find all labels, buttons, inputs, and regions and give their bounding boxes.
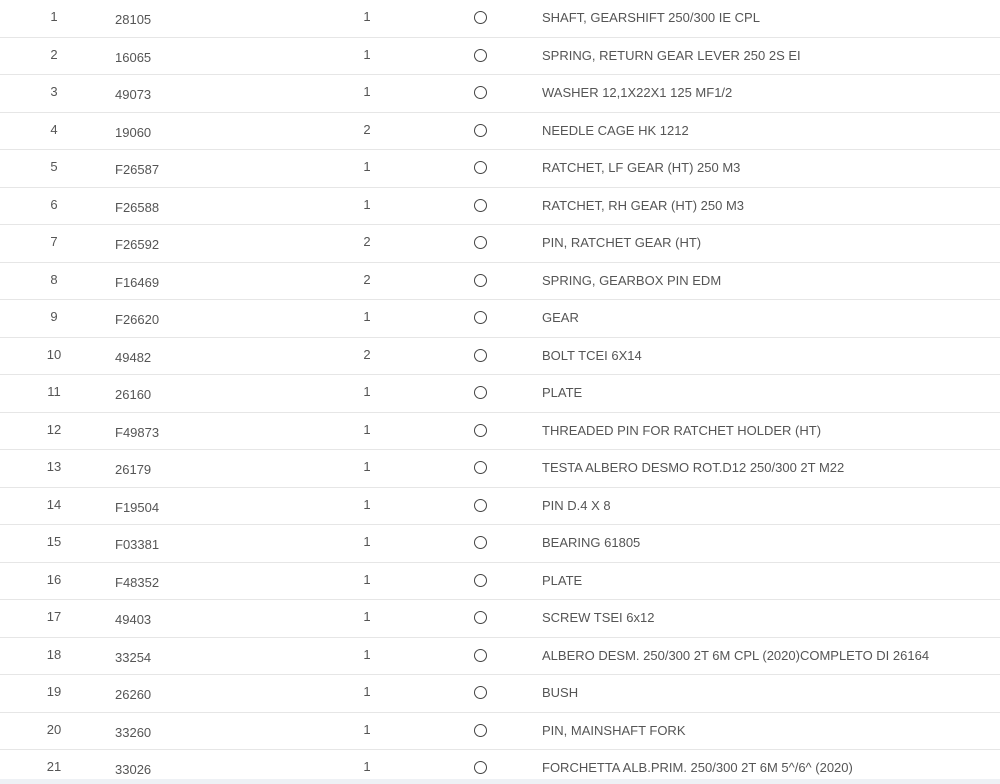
radio-circle-icon[interactable]: [474, 274, 487, 287]
part-description: TESTA ALBERO DESMO ROT.D12 250/300 2T M22: [542, 460, 845, 475]
table-row: [0, 150, 1000, 188]
table-footer-strip: [0, 779, 1000, 784]
radio-circle-icon[interactable]: [474, 574, 487, 587]
part-description: BOLT TCEI 6X14: [542, 347, 642, 363]
table-row: [0, 413, 1000, 451]
radio-circle-icon[interactable]: [474, 11, 487, 24]
position-number: 17: [46, 609, 62, 624]
part-description: SPRING, RETURN GEAR LEVER 250 2S EI: [542, 47, 801, 63]
table-row: [0, 188, 1000, 226]
quantity: 1: [363, 759, 371, 774]
table-row: [0, 600, 1000, 638]
part-description: THREADED PIN FOR RATCHET HOLDER (HT): [542, 422, 822, 438]
table-row: [0, 338, 1000, 376]
quantity: 1: [363, 159, 371, 174]
radio-circle-icon[interactable]: [474, 199, 487, 212]
radio-circle-icon[interactable]: [474, 386, 487, 399]
radio-circle-icon[interactable]: [474, 86, 487, 99]
part-code: F03381: [115, 537, 160, 552]
table-row: [0, 488, 1000, 526]
part-description: PLATE: [542, 572, 583, 588]
position-number: 13: [46, 459, 62, 474]
table-row: [0, 713, 1000, 751]
position-number: 14: [46, 496, 62, 512]
part-code: F26588: [115, 199, 160, 215]
quantity: 1: [363, 609, 371, 624]
radio-circle-icon[interactable]: [474, 424, 487, 437]
table-row: [0, 75, 1000, 113]
table-row: [0, 38, 1000, 76]
quantity: 1: [363, 459, 371, 474]
quantity: 2: [363, 121, 371, 137]
part-description: RATCHET, LF GEAR (HT) 250 M3: [542, 160, 741, 175]
part-description: BUSH: [542, 685, 579, 700]
radio-circle-icon[interactable]: [474, 611, 487, 624]
table-row: [0, 675, 1000, 713]
part-code: F26592: [115, 237, 160, 252]
part-description: PIN, RATCHET GEAR (HT): [542, 235, 702, 250]
position-number: 3: [50, 84, 58, 99]
part-code: 16065: [115, 49, 152, 65]
table-row: [0, 450, 1000, 488]
quantity: 1: [363, 496, 371, 512]
part-description: SCREW TSEI 6x12: [542, 610, 655, 625]
quantity: 1: [363, 309, 371, 324]
quantity: 2: [363, 234, 371, 249]
position-number: 15: [46, 534, 62, 549]
part-code: F19504: [115, 499, 160, 515]
position-number: 4: [50, 121, 58, 137]
position-number: 16: [46, 571, 62, 587]
part-code: 33254: [115, 649, 152, 665]
part-code: F26620: [115, 312, 160, 327]
part-description: SHAFT, GEARSHIFT 250/300 IE CPL: [542, 10, 760, 25]
position-number: 11: [47, 384, 61, 399]
part-code: 49403: [115, 612, 152, 627]
radio-circle-icon[interactable]: [474, 311, 487, 324]
quantity: 1: [363, 646, 371, 662]
part-code: F48352: [115, 574, 160, 590]
quantity: 1: [363, 721, 371, 737]
part-code: 33260: [115, 724, 152, 740]
radio-circle-icon[interactable]: [474, 124, 487, 137]
part-code: F16469: [115, 274, 160, 290]
quantity: 1: [363, 534, 371, 549]
radio-circle-icon[interactable]: [474, 49, 487, 62]
table-row: [0, 525, 1000, 563]
quantity: 1: [363, 196, 371, 212]
table-row: [0, 300, 1000, 338]
part-code: 33026: [115, 762, 152, 777]
part-description: ALBERO DESM. 250/300 2T 6M CPL (2020)COMPLETO DI 26164: [542, 647, 930, 663]
position-number: 10: [46, 346, 62, 362]
part-code: 28105: [115, 12, 152, 27]
part-code: 19060: [115, 124, 152, 140]
quantity: 1: [363, 571, 371, 587]
part-description: BEARING 61805: [542, 535, 641, 550]
position-number: 21: [46, 759, 62, 774]
radio-circle-icon[interactable]: [474, 461, 487, 474]
table-row: [0, 113, 1000, 151]
radio-circle-icon[interactable]: [474, 724, 487, 737]
quantity: 1: [363, 84, 371, 99]
part-code: 49073: [115, 87, 152, 102]
position-number: 9: [50, 309, 58, 324]
part-description: FORCHETTA ALB.PRIM. 250/300 2T 6M 5^/6^ (2020): [542, 760, 853, 775]
part-description: NEEDLE CAGE HK 1212: [542, 122, 689, 138]
quantity: 1: [363, 684, 371, 699]
position-number: 20: [46, 721, 62, 737]
part-description: PIN, MAINSHAFT FORK: [542, 722, 686, 738]
part-code: 26160: [115, 387, 152, 402]
part-code: 49482: [115, 349, 152, 365]
position-number: 1: [50, 9, 58, 24]
part-code: F49873: [115, 424, 160, 440]
quantity: 2: [363, 271, 371, 287]
position-number: 19: [46, 684, 62, 699]
table-row: [0, 225, 1000, 263]
radio-circle-icon[interactable]: [474, 236, 487, 249]
part-description: PIN D.4 X 8: [542, 497, 611, 513]
radio-circle-icon[interactable]: [474, 686, 487, 699]
table-row: [0, 263, 1000, 301]
part-code: F26587: [115, 162, 160, 177]
part-description: SPRING, GEARBOX PIN EDM: [542, 272, 722, 288]
part-description: GEAR: [542, 310, 579, 325]
radio-circle-icon[interactable]: [474, 649, 487, 662]
table-row: [0, 638, 1000, 676]
radio-circle-icon[interactable]: [474, 761, 487, 774]
table-row: [0, 375, 1000, 413]
radio-circle-icon[interactable]: [474, 499, 487, 512]
position-number: 5: [50, 159, 58, 174]
radio-circle-icon[interactable]: [474, 349, 487, 362]
position-number: 2: [50, 46, 58, 62]
position-number: 7: [50, 234, 58, 249]
part-description: WASHER 12,1X22X1 125 MF1/2: [542, 85, 733, 100]
part-code: 26260: [115, 687, 152, 702]
table-row: [0, 0, 1000, 38]
part-code: 26179: [115, 462, 152, 477]
position-number: 12: [46, 421, 62, 437]
part-description: RATCHET, RH GEAR (HT) 250 M3: [542, 197, 745, 213]
quantity: 1: [363, 421, 371, 437]
quantity: 1: [363, 46, 371, 62]
position-number: 6: [50, 196, 58, 212]
part-description: PLATE: [542, 385, 583, 400]
quantity: 1: [363, 9, 371, 24]
table-row: [0, 563, 1000, 601]
radio-circle-icon[interactable]: [474, 161, 487, 174]
radio-circle-icon[interactable]: [474, 536, 487, 549]
position-number: 18: [46, 646, 62, 662]
quantity: 1: [363, 384, 371, 399]
position-number: 8: [50, 271, 58, 287]
quantity: 2: [363, 346, 371, 362]
